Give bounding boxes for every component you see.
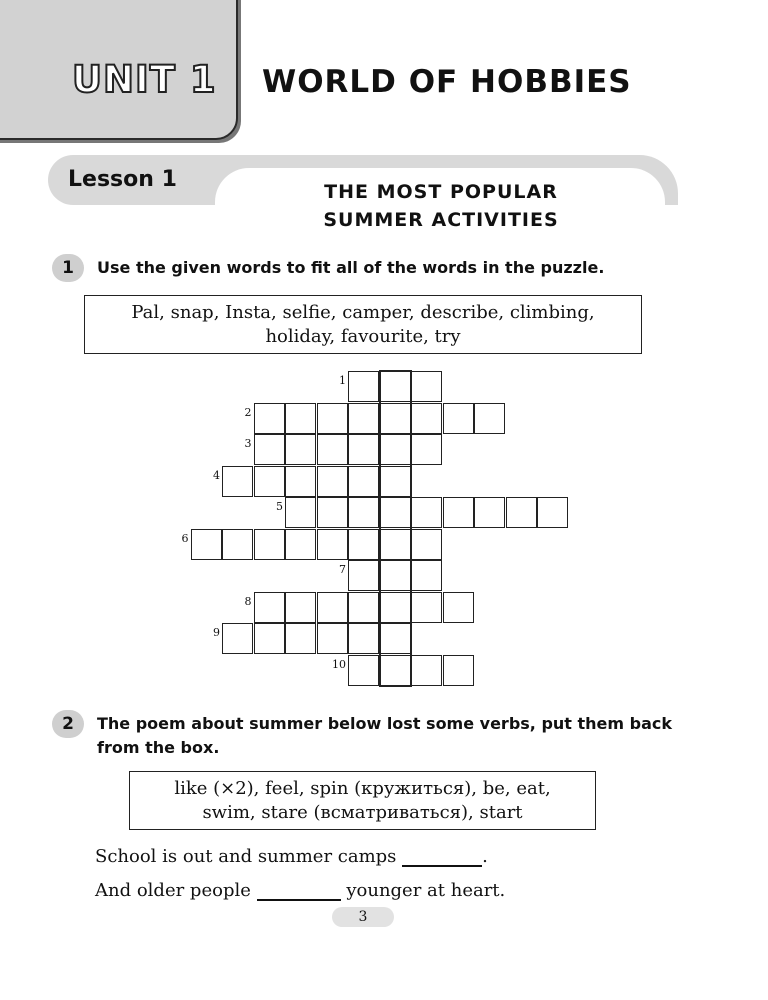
crossword-cell[interactable] xyxy=(411,655,442,686)
lesson-title-line1: THE MOST POPULAR xyxy=(324,181,558,203)
crossword-cell[interactable] xyxy=(348,655,379,686)
lesson-title xyxy=(260,178,622,234)
task-2-instruction xyxy=(97,712,672,760)
crossword-cell[interactable] xyxy=(348,497,379,528)
crossword-cell[interactable] xyxy=(411,560,442,591)
crossword-cell[interactable] xyxy=(380,403,411,434)
crossword-cell[interactable] xyxy=(348,623,379,654)
crossword-clue-number: 1 xyxy=(339,374,346,387)
crossword-cell[interactable] xyxy=(317,434,348,465)
crossword-cell[interactable] xyxy=(285,434,316,465)
crossword-cell[interactable] xyxy=(191,529,222,560)
crossword-cell[interactable] xyxy=(348,560,379,591)
crossword-cell[interactable] xyxy=(348,466,379,497)
task-2-instruction-line2: from the box. xyxy=(97,738,220,757)
crossword-clue-number: 2 xyxy=(244,405,252,419)
crossword-cell[interactable] xyxy=(317,497,348,528)
crossword-cell[interactable] xyxy=(254,592,285,623)
lesson-title-line2: SUMMER ACTIVITIES xyxy=(323,209,559,231)
crossword-clue-number: 7 xyxy=(339,563,346,576)
crossword-cell[interactable] xyxy=(380,655,411,686)
poem-line-2-end: younger at heart. xyxy=(346,880,506,901)
crossword-cell[interactable] xyxy=(474,497,505,528)
crossword-cell[interactable] xyxy=(317,466,348,497)
crossword-cell[interactable] xyxy=(348,371,379,402)
crossword-cell[interactable] xyxy=(348,434,379,465)
poem-line-2-start: And older people xyxy=(95,880,251,901)
crossword-cell[interactable] xyxy=(443,497,474,528)
task-2-instruction-line1: The poem about summer below lost some verbs, put them back xyxy=(97,714,673,733)
crossword-cell[interactable] xyxy=(285,403,316,434)
crossword-cell[interactable] xyxy=(411,529,442,560)
task-1-instruction: Use the given words to fit all of the words in the puzzle. xyxy=(97,258,605,277)
crossword-cell[interactable] xyxy=(285,623,316,654)
crossword-cell[interactable] xyxy=(285,529,316,560)
crossword-cell[interactable] xyxy=(285,497,316,528)
crossword-cell[interactable] xyxy=(380,434,411,465)
crossword-cell[interactable] xyxy=(380,529,411,560)
task-1-badge: 1 xyxy=(52,254,84,282)
crossword-cell[interactable] xyxy=(348,529,379,560)
crossword-cell[interactable] xyxy=(285,592,316,623)
task-2-word-box xyxy=(129,771,596,830)
crossword-cell[interactable] xyxy=(411,371,442,402)
crossword-cell[interactable] xyxy=(285,466,316,497)
crossword-cell[interactable] xyxy=(222,529,253,560)
crossword-clue-number: 8 xyxy=(244,594,252,608)
crossword-cell[interactable] xyxy=(411,403,442,434)
crossword-cell[interactable] xyxy=(254,403,285,434)
crossword-cell[interactable] xyxy=(254,466,285,497)
crossword-cell[interactable] xyxy=(380,592,411,623)
crossword-clue-number: 3 xyxy=(244,437,252,450)
crossword-cell[interactable] xyxy=(380,497,411,528)
crossword-cell[interactable] xyxy=(222,466,253,497)
unit-label: UNIT 1 xyxy=(72,58,217,101)
crossword-clue-number: 10 xyxy=(332,657,346,671)
task-2-badge: 2 xyxy=(52,710,84,738)
crossword-clue-number: 6 xyxy=(181,531,189,545)
crossword-cell[interactable] xyxy=(317,623,348,654)
crossword-cell[interactable] xyxy=(474,403,505,434)
crossword-cell[interactable] xyxy=(317,403,348,434)
crossword-cell[interactable] xyxy=(506,497,537,528)
lesson-label: Lesson 1 xyxy=(68,167,177,192)
crossword-cell[interactable] xyxy=(380,466,411,497)
crossword-cell[interactable] xyxy=(254,529,285,560)
task-1-word-box-line2: holiday, favourite, try xyxy=(265,326,461,347)
crossword-cell[interactable] xyxy=(411,592,442,623)
crossword-cell[interactable] xyxy=(317,529,348,560)
poem-line-1-end: . xyxy=(482,846,488,867)
task-2-word-box-line1: like (×2), feel, spin (кружиться), be, eat, xyxy=(174,778,551,799)
crossword-clue-number: 4 xyxy=(213,468,220,482)
task-1-word-box-line1: Pal, snap, Insta, selfie, camper, describe, climbing, xyxy=(131,302,595,323)
page-number: 3 xyxy=(332,907,394,927)
task-2-word-box-line2: swim, stare (всматриваться), start xyxy=(202,802,523,823)
poem-blank-1[interactable] xyxy=(402,847,482,867)
poem-line-1-text: School is out and summer camps xyxy=(95,846,397,867)
crossword-cell[interactable] xyxy=(254,623,285,654)
crossword-cell[interactable] xyxy=(380,371,411,402)
crossword-cell[interactable] xyxy=(537,497,568,528)
crossword-cell[interactable] xyxy=(443,592,474,623)
crossword-clue-number: 9 xyxy=(213,626,220,639)
crossword-cell[interactable] xyxy=(411,434,442,465)
crossword-cell[interactable] xyxy=(222,623,253,654)
crossword-clue-number: 5 xyxy=(276,500,283,513)
crossword-cell[interactable] xyxy=(254,434,285,465)
crossword-cell[interactable] xyxy=(443,655,474,686)
poem-line-2 xyxy=(95,880,505,901)
crossword-cell[interactable] xyxy=(443,403,474,434)
poem-blank-2[interactable] xyxy=(257,881,341,901)
crossword-cell[interactable] xyxy=(348,592,379,623)
crossword-cell[interactable] xyxy=(380,560,411,591)
crossword-cell[interactable] xyxy=(317,592,348,623)
unit-title: WORLD OF HOBBIES xyxy=(262,64,632,100)
crossword-cell[interactable] xyxy=(411,497,442,528)
crossword-cell[interactable] xyxy=(348,403,379,434)
crossword-cell[interactable] xyxy=(380,623,411,654)
poem-line-1 xyxy=(95,846,488,867)
task-1-word-box xyxy=(84,295,642,354)
